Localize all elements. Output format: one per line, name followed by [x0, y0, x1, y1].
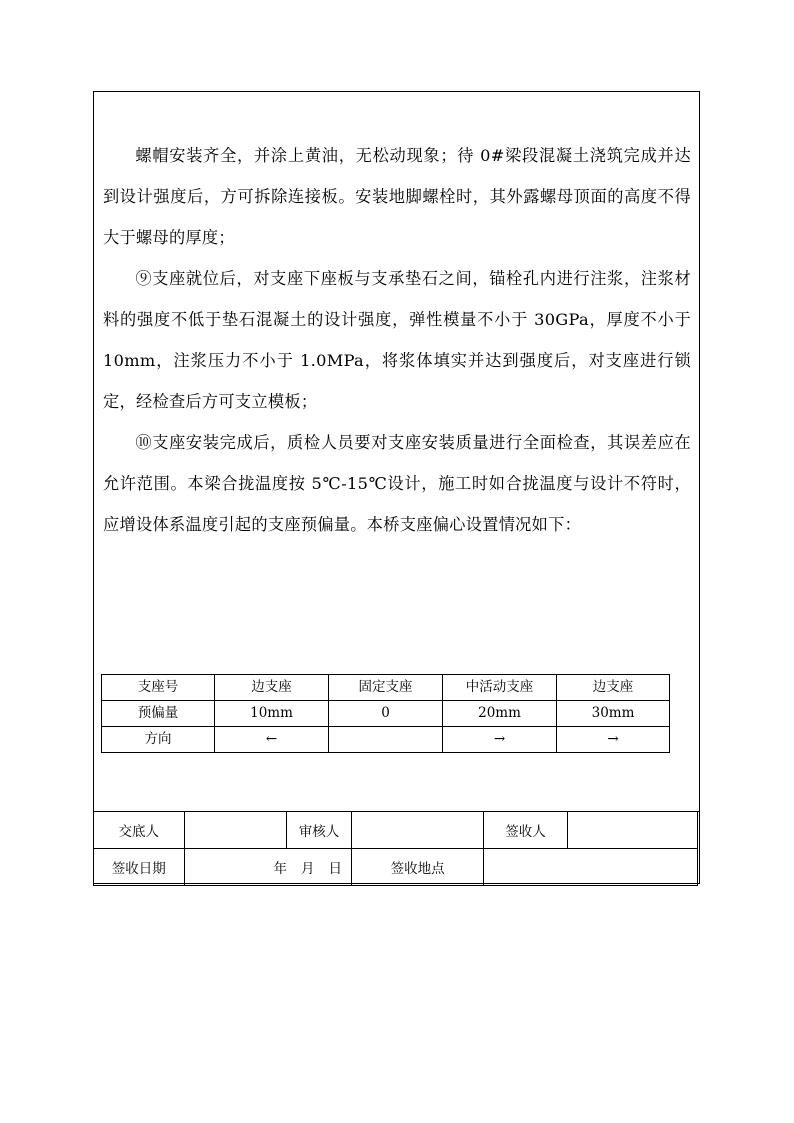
date-year-label: 年 — [273, 861, 287, 877]
content-area — [94, 92, 699, 812]
row-label-preoffset: 预偏量 — [102, 701, 215, 727]
table-row — [94, 849, 698, 886]
table-row — [102, 727, 670, 753]
table-row — [94, 812, 698, 849]
header-bearing-no: 支座号 — [102, 675, 215, 701]
table-cell: 20mm — [443, 701, 557, 727]
date-day-label: 日 — [328, 861, 342, 877]
reviewer-label: 审核人 — [287, 812, 352, 849]
arrow-right-icon: → — [443, 727, 557, 753]
date-month-label: 月 — [300, 861, 315, 877]
table-cell: 0 — [329, 701, 443, 727]
table-row — [102, 675, 670, 701]
sign-date-label: 签收日期 — [94, 849, 185, 886]
arrow-right-icon: → — [557, 727, 670, 753]
header-middle-movable-bearing: 中活动支座 — [443, 675, 557, 701]
row-label-direction: 方向 — [102, 727, 215, 753]
bearing-offset-table — [101, 674, 670, 753]
sign-date-field[interactable] — [184, 849, 351, 886]
briefer-label: 交底人 — [94, 812, 185, 849]
document-frame — [93, 91, 700, 884]
body-text — [103, 135, 691, 545]
reviewer-field[interactable] — [351, 812, 483, 849]
paragraph-bolt-installation: 螺帽安装齐全，并涂上黄油，无松动现象；待 0#梁段混凝土浇筑完成并达到设计强度后，方可拆除连接板。安装地脚螺栓时，其外露螺母顶面的高度不得大于螺母的厚度； — [103, 146, 691, 247]
arrow-left-icon: ← — [215, 727, 329, 753]
briefer-field[interactable] — [184, 812, 287, 849]
paragraph-bearing-grouting: ⑨支座就位后，对支座下座板与支承垫石之间，锚栓孔内进行注浆，注浆材料的强度不低于垫石混凝土的设计强度，弹性模量不小于 30GPa，厚度不小于 10mm，注浆压力不小于 1.0MPa，将浆体填实并达到强度后，对支座进行锁定，经检查后方可支立模板； — [103, 269, 691, 411]
header-edge-bearing-2: 边支座 — [557, 675, 670, 701]
header-edge-bearing: 边支座 — [215, 675, 329, 701]
table-row — [102, 701, 670, 727]
sign-place-label: 签收地点 — [351, 849, 483, 886]
signature-table — [93, 811, 698, 886]
receiver-field[interactable] — [567, 812, 697, 849]
receiver-label: 签收人 — [484, 812, 568, 849]
table-cell: 30mm — [557, 701, 670, 727]
table-cell: 10mm — [215, 701, 329, 727]
paragraph-bearing-inspection: ⑩支座安装完成后，质检人员要对支座安装质量进行全面检查，其误差应在允许范围。本梁合拢温度按 5℃-15℃设计，施工时如合拢温度与设计不符时，应增设体系温度引起的支座预偏量。本桥支座偏心设置情况如下： — [103, 433, 691, 534]
table-cell-empty — [329, 727, 443, 753]
sign-place-field[interactable] — [484, 849, 698, 886]
header-fixed-bearing: 固定支座 — [329, 675, 443, 701]
